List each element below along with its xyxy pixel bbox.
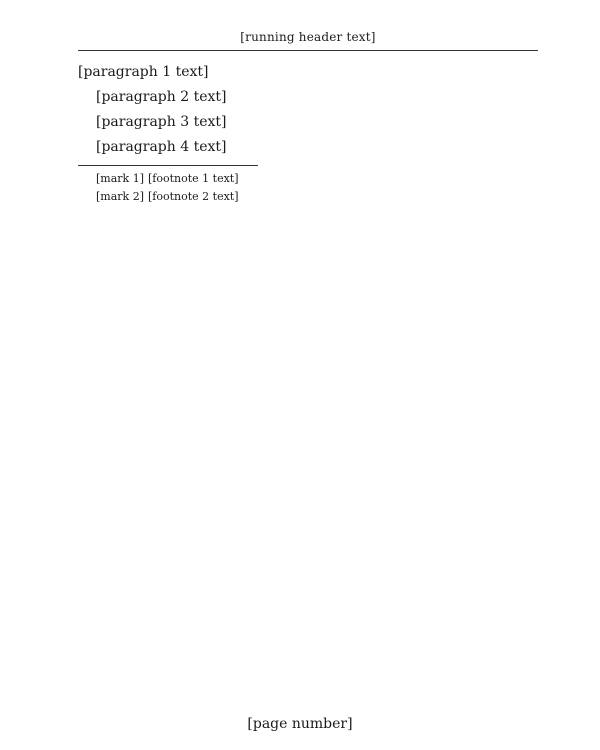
page-number: [page number] bbox=[247, 716, 353, 732]
footnote-text: [footnote 2 text] bbox=[148, 190, 239, 203]
footnote-mark: [mark 1] bbox=[96, 172, 144, 185]
running-header: [running header text] bbox=[78, 30, 538, 51]
footnote-separator bbox=[78, 165, 258, 166]
footnote bbox=[78, 190, 538, 204]
footnote-text: [footnote 1 text] bbox=[148, 172, 239, 185]
paragraph: [paragraph 3 text] bbox=[96, 114, 227, 130]
paragraph: [paragraph 1 text] bbox=[78, 64, 209, 80]
footnote bbox=[78, 172, 538, 186]
footnotes bbox=[78, 172, 538, 204]
body-text bbox=[78, 63, 538, 157]
paragraph: [paragraph 2 text] bbox=[96, 89, 227, 105]
paragraph: [paragraph 4 text] bbox=[96, 139, 227, 155]
footnote-mark: [mark 2] bbox=[96, 190, 144, 203]
